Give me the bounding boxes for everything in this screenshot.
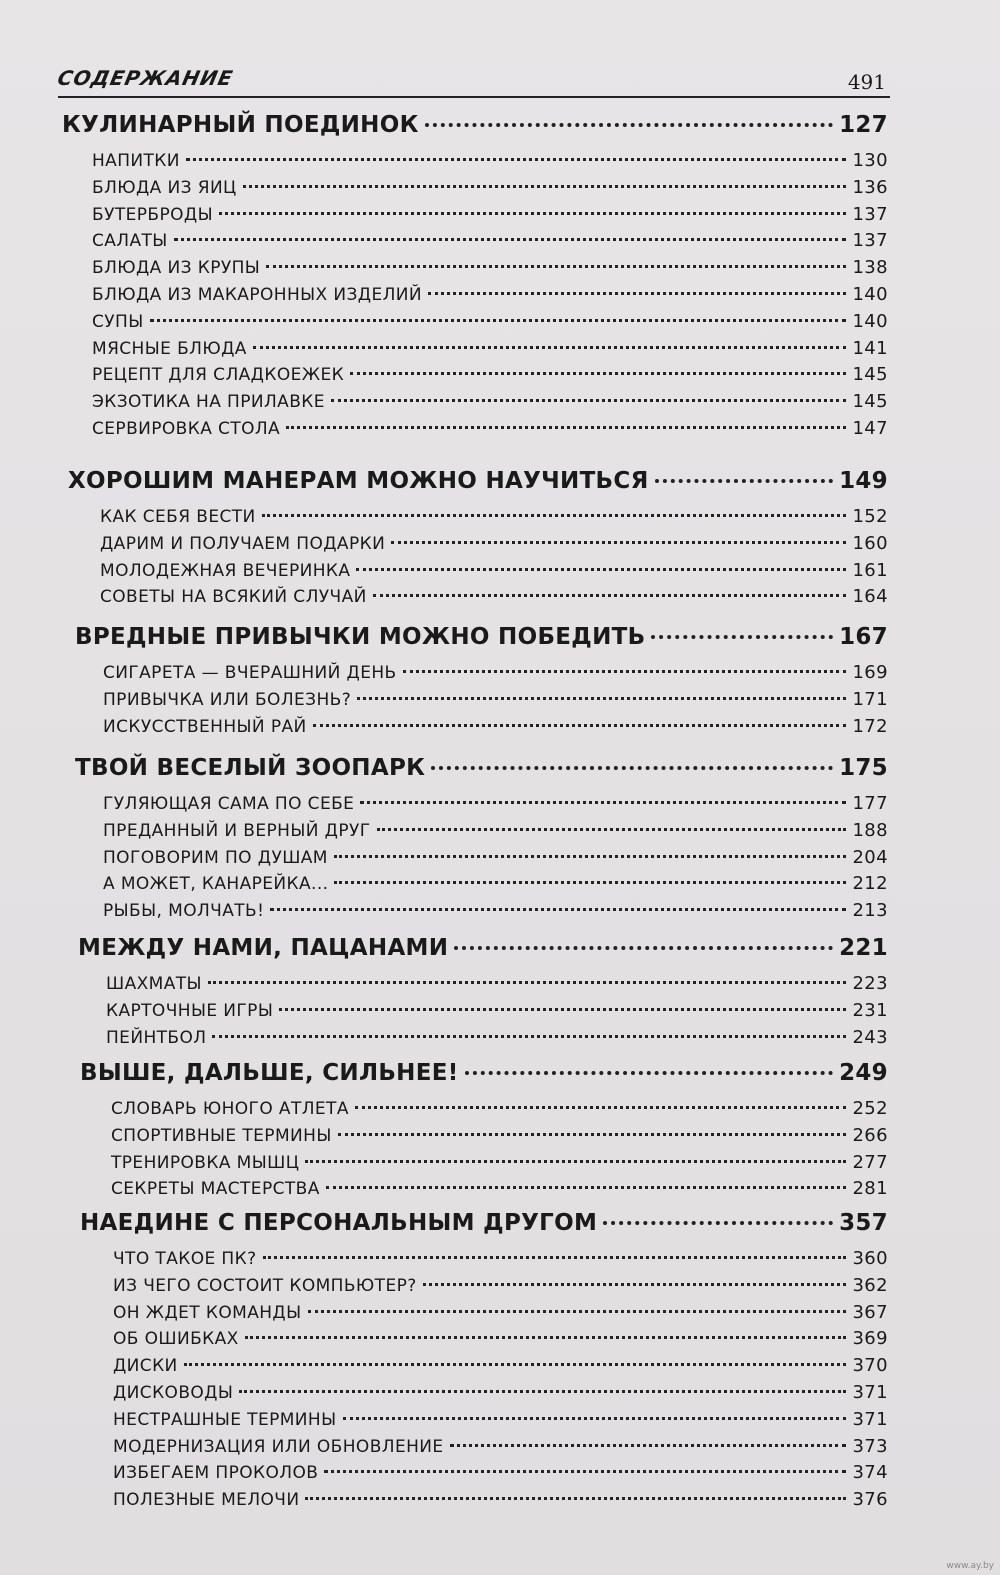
item-title: А МОЖЕТ, КАНАРЕЙКА... <box>103 874 329 895</box>
dot-leader <box>431 766 833 770</box>
toc-item[interactable] <box>106 1027 888 1048</box>
toc-section[interactable] <box>62 112 888 138</box>
dot-leader <box>184 1363 847 1366</box>
dot-leader <box>360 801 846 804</box>
toc-section[interactable] <box>75 624 888 650</box>
dot-leader <box>262 514 847 517</box>
dot-leader <box>651 635 833 639</box>
toc-item[interactable] <box>111 1125 888 1146</box>
toc-item[interactable] <box>92 257 888 278</box>
item-page: 136 <box>852 176 888 198</box>
section-title: ВРЕДНЫЕ ПРИВЫЧКИ МОЖНО ПОБЕДИТЬ <box>75 624 646 650</box>
item-title: СЛОВАРЬ ЮНОГО АТЛЕТА <box>111 1099 349 1119</box>
item-title: БЛЮДА ИЗ ЯИЦ <box>92 177 237 198</box>
item-title: КАРТОЧНЫЕ ИГРЫ <box>106 1000 274 1021</box>
toc-item[interactable] <box>103 716 888 737</box>
item-title: ПРЕДАННЫЙ И ВЕРНЫЙ ДРУГ <box>103 820 371 841</box>
item-title: МОЛОДЕЖНАЯ ВЕЧЕРИНКА <box>100 560 351 581</box>
toc-item[interactable] <box>92 364 888 385</box>
item-title: СОВЕТЫ НА ВСЯКИЙ СЛУЧАЙ <box>100 587 367 608</box>
dot-leader <box>350 372 846 375</box>
toc-item[interactable] <box>113 1409 888 1430</box>
toc-item[interactable] <box>100 586 888 607</box>
item-title: МОДЕРНИЗАЦИЯ ИЛИ ОБНОВЛЕНИЕ <box>113 1436 444 1457</box>
item-title: ПОГОВОРИМ ПО ДУШАМ <box>103 847 328 868</box>
dot-leader <box>219 212 846 215</box>
item-title: ЧТО ТАКОЕ ПК? <box>113 1249 257 1269</box>
item-title: ТРЕНИРОВКА МЫШЦ <box>111 1152 300 1173</box>
item-page: 373 <box>852 1435 888 1457</box>
dot-leader <box>313 724 847 727</box>
dot-leader <box>245 1336 847 1339</box>
item-page: 370 <box>852 1355 888 1377</box>
item-title: БУТЕРБРОДЫ <box>92 204 213 225</box>
item-page: 141 <box>852 337 888 359</box>
toc-item[interactable] <box>113 1302 888 1323</box>
toc-item[interactable] <box>92 311 888 332</box>
section-title: КУЛИНАРНЫЙ ПОЕДИНОК <box>62 112 419 138</box>
item-page: 152 <box>852 506 888 527</box>
dot-leader <box>305 1497 846 1500</box>
toc-item[interactable] <box>100 506 888 527</box>
toc-item[interactable] <box>92 338 888 359</box>
item-title: НЕСТРАШНЫЕ ТЕРМИНЫ <box>113 1409 337 1430</box>
item-page: 169 <box>852 662 888 683</box>
toc-item[interactable] <box>100 560 888 581</box>
item-title: СПОРТИВНЫЕ ТЕРМИНЫ <box>111 1125 332 1146</box>
toc-item[interactable] <box>106 1000 888 1021</box>
toc-section[interactable] <box>75 755 888 781</box>
dot-leader <box>428 292 846 295</box>
section-page: 127 <box>839 112 888 138</box>
dot-leader <box>326 1186 847 1189</box>
toc-item[interactable] <box>111 1152 888 1173</box>
item-title: РЫБЫ, МОЛЧАТЬ! <box>103 901 265 922</box>
item-title: ДИСКИ <box>113 1356 178 1377</box>
item-title: СИГАРЕТА — ВЧЕРАШНИЙ ДЕНЬ <box>103 663 397 683</box>
item-page: 223 <box>852 973 888 994</box>
item-page: 212 <box>852 873 888 895</box>
dot-leader <box>174 238 847 241</box>
item-title: СУПЫ <box>92 311 144 332</box>
dot-leader <box>243 185 847 188</box>
item-page: 137 <box>852 230 888 252</box>
dot-leader <box>308 1310 847 1313</box>
toc-item[interactable] <box>113 1328 888 1349</box>
item-title: РЕЦЕПТ ДЛЯ СЛАДКОЕЖЕК <box>92 365 345 386</box>
item-title: ПРИВЫЧКА ИЛИ БОЛЕЗНЬ? <box>103 689 352 710</box>
item-title: НАПИТКИ <box>92 151 180 171</box>
item-page: 147 <box>852 418 888 439</box>
toc-item[interactable] <box>113 1489 888 1510</box>
toc-item[interactable] <box>103 873 888 894</box>
dot-leader <box>454 946 833 950</box>
section-title: ХОРОШИМ МАНЕРАМ МОЖНО НАУЧИТЬСЯ <box>68 468 649 494</box>
dot-leader <box>403 670 847 673</box>
dot-leader <box>425 123 833 127</box>
dot-leader <box>338 1133 847 1136</box>
item-page: 371 <box>852 1382 888 1403</box>
item-page: 137 <box>852 203 888 225</box>
dot-leader <box>355 1106 847 1109</box>
toc-item[interactable] <box>111 1178 888 1199</box>
dot-leader <box>373 594 847 597</box>
running-head-title: СОДЕРЖАНИЕ <box>55 66 236 90</box>
dot-leader <box>212 1035 846 1038</box>
dot-leader <box>263 1256 847 1259</box>
section-page: 221 <box>839 935 888 961</box>
dot-leader <box>331 399 847 402</box>
dot-leader <box>356 568 846 571</box>
section-page: 249 <box>839 1060 888 1086</box>
dot-leader <box>208 981 847 984</box>
item-page: 138 <box>852 257 888 279</box>
dot-leader <box>239 1390 846 1393</box>
item-page: 369 <box>852 1328 888 1350</box>
item-page: 160 <box>852 532 888 554</box>
toc-section[interactable] <box>78 935 888 961</box>
item-title: БЛЮДА ИЗ КРУПЫ <box>92 258 261 279</box>
item-title: САЛАТЫ <box>92 231 168 252</box>
toc-item[interactable] <box>113 1436 888 1457</box>
toc-item[interactable] <box>113 1382 888 1403</box>
item-title: ИЗ ЧЕГО СОСТОИТ КОМПЬЮТЕР? <box>113 1275 417 1296</box>
item-title: ИЗБЕГАЕМ ПРОКОЛОВ <box>113 1463 319 1484</box>
item-page: 277 <box>852 1151 888 1173</box>
dot-leader <box>286 426 846 429</box>
item-page: 281 <box>852 1178 888 1200</box>
dot-leader <box>465 1071 834 1075</box>
toc-item[interactable] <box>92 204 888 225</box>
item-page: 252 <box>852 1098 888 1119</box>
item-title: КАК СЕБЯ ВЕСТИ <box>100 507 256 527</box>
item-title: МЯСНЫЕ БЛЮДА <box>92 338 247 359</box>
item-page: 140 <box>852 284 888 305</box>
toc-section[interactable] <box>80 1060 888 1086</box>
section-page: 175 <box>839 755 888 781</box>
item-page: 204 <box>852 846 888 868</box>
toc-item[interactable] <box>92 150 888 171</box>
item-title: ПЕЙНТБОЛ <box>106 1027 207 1048</box>
toc-item[interactable] <box>100 533 888 554</box>
dot-leader <box>603 1221 833 1225</box>
section-title: ВЫШЕ, ДАЛЬШЕ, СИЛЬНЕЕ! <box>80 1060 459 1086</box>
dot-leader <box>655 479 833 483</box>
item-page: 362 <box>852 1274 888 1296</box>
toc-item[interactable] <box>113 1355 888 1376</box>
item-title: БЛЮДА ИЗ МАКАРОННЫХ ИЗДЕЛИЙ <box>92 285 423 305</box>
dot-leader <box>150 319 847 322</box>
item-page: 188 <box>852 819 888 841</box>
item-page: 161 <box>852 559 888 581</box>
item-page: 367 <box>852 1301 888 1323</box>
item-page: 164 <box>852 586 888 608</box>
toc-item[interactable] <box>92 177 888 198</box>
item-page: 213 <box>852 900 888 922</box>
page-number: 491 <box>847 70 886 94</box>
toc-item[interactable] <box>113 1462 888 1483</box>
toc-item[interactable] <box>113 1275 888 1296</box>
dot-leader <box>377 828 847 831</box>
item-page: 374 <box>852 1462 888 1484</box>
item-page: 243 <box>852 1026 888 1048</box>
item-page: 145 <box>852 364 888 386</box>
section-title: ТВОЙ ВЕСЕЛЫЙ ЗООПАРК <box>75 755 426 781</box>
watermark: www.ay.by <box>946 1561 994 1571</box>
toc-item[interactable] <box>92 284 888 305</box>
toc-item[interactable] <box>103 900 888 921</box>
toc-item[interactable] <box>103 820 888 841</box>
section-page: 357 <box>839 1210 888 1236</box>
toc-item[interactable] <box>103 793 888 814</box>
dot-leader <box>450 1444 847 1447</box>
dot-leader <box>266 265 846 268</box>
item-title: ДАРИМ И ПОЛУЧАЕМ ПОДАРКИ <box>100 533 386 554</box>
item-page: 360 <box>852 1248 888 1269</box>
item-page: 177 <box>852 793 888 814</box>
dot-leader <box>343 1417 847 1420</box>
item-title: ЭКЗОТИКА НА ПРИЛАВКЕ <box>92 392 325 413</box>
item-page: 145 <box>852 391 888 413</box>
dot-leader <box>186 158 847 161</box>
section-page: 167 <box>839 624 888 650</box>
toc-item[interactable] <box>103 662 888 683</box>
item-title: СЕКРЕТЫ МАСТЕРСТВА <box>111 1179 320 1200</box>
section-page: 149 <box>839 468 888 494</box>
section-title: МЕЖДУ НАМИ, ПАЦАНАМИ <box>78 935 449 961</box>
dot-leader <box>253 346 847 349</box>
item-title: ИСКУССТВЕННЫЙ РАЙ <box>103 716 307 737</box>
item-page: 140 <box>852 310 888 332</box>
item-page: 371 <box>852 1408 888 1430</box>
item-title: ГУЛЯЮЩАЯ САМА ПО СЕБЕ <box>103 794 355 814</box>
toc-item[interactable] <box>103 689 888 710</box>
dot-leader <box>334 855 847 858</box>
item-page: 231 <box>852 999 888 1021</box>
item-title: ДИСКОВОДЫ <box>113 1383 234 1403</box>
dot-leader <box>305 1160 846 1163</box>
dot-leader <box>324 1470 846 1473</box>
section-title: НАЕДИНЕ С ПЕРСОНАЛЬНЫМ ДРУГОМ <box>80 1210 598 1236</box>
dot-leader <box>279 1008 846 1011</box>
item-page: 171 <box>852 688 888 710</box>
dot-leader <box>391 541 846 544</box>
toc-item[interactable] <box>92 418 888 439</box>
item-title: ОБ ОШИБКАХ <box>113 1329 239 1350</box>
item-title: ШАХМАТЫ <box>106 974 202 994</box>
item-page: 130 <box>852 150 888 171</box>
toc-item[interactable] <box>103 847 888 868</box>
dot-leader <box>334 881 846 884</box>
toc-item[interactable] <box>113 1248 888 1269</box>
toc-item[interactable] <box>92 391 888 412</box>
item-page: 266 <box>852 1124 888 1146</box>
dot-leader <box>423 1283 847 1286</box>
dot-leader <box>357 697 846 700</box>
toc-item[interactable] <box>106 973 888 994</box>
toc-item[interactable] <box>111 1098 888 1119</box>
item-page: 172 <box>852 715 888 737</box>
item-title: ОН ЖДЕТ КОМАНДЫ <box>113 1302 302 1323</box>
toc-section[interactable] <box>80 1210 888 1236</box>
item-title: СЕРВИРОВКА СТОЛА <box>92 419 281 439</box>
toc-section[interactable] <box>68 468 888 494</box>
item-page: 376 <box>852 1489 888 1511</box>
toc-item[interactable] <box>92 230 888 251</box>
dot-leader <box>270 908 846 911</box>
item-title: ПОЛЕЗНЫЕ МЕЛОЧИ <box>113 1490 300 1511</box>
